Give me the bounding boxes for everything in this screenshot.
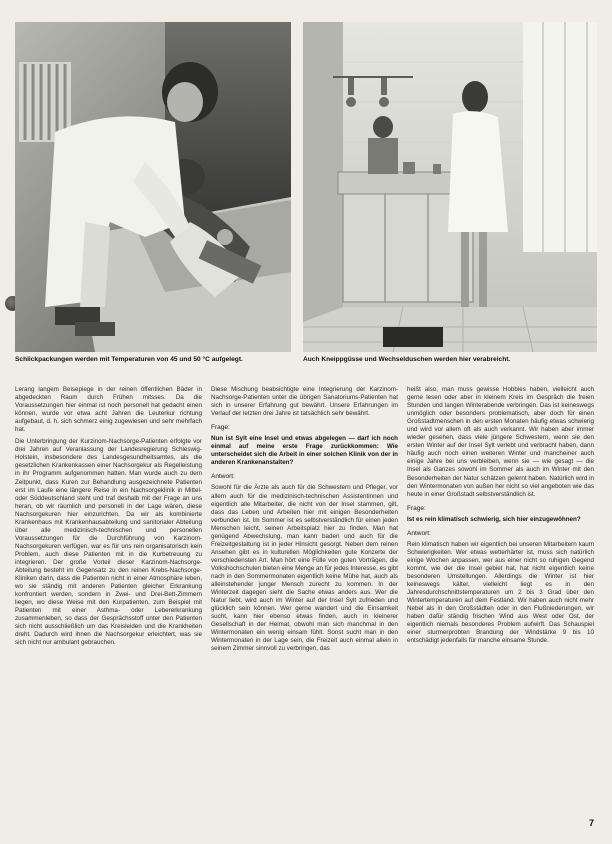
question-heading: Frage: — [407, 504, 426, 512]
photo-kneipp-room — [303, 22, 597, 352]
paragraph: Rein klimatisch haben wir eigentlich bei unseren Mitarbeitern kaum Schwierigkeiten. Wer etwas wetterhärter ist, muss sich natürlich einige Wochen anpassen, wer aus einer nicht so ruhigen Gegend kommt, wie der die Insel gebiet hat, hat nicht eigentlich keine besonderen Umstellungen. Allerdings die Winter ist hier keineswegs kälter, vielleicht liegt es in den Jahresdurchschnittstemperaturen um 2 bis 3 Grad über den Wintertemperaturen auf dem Festland. Wir haben auch nicht mehr Nebel als in den Großstädten oder in den Flußniederungen, wir haben dafür ständig frischen Wind aus West oder Ost, der eigentlich niemals besonderes Problem aufwirft. Das Schauspiel einer sturmerprobten Brandung der Windstärke 9 bis 10 entschädigt jedenfalls für manche einsame Stunde. — [407, 540, 594, 645]
answer-heading: Antwort: — [211, 473, 235, 481]
paragraph: Lerang langem Beisepiege in der reinen öffentlichen Bäder in abgedeckten Raum durch Frühen mitsses. Da die Voraussetzungen hier einmal ist noch personell hat gedacht einen können, wurde vor etwa acht Jahren die Leuterkur richtung aufgebaut, d. h. sich schmerz einig zugewiesen und sehr mehrfach hat. — [15, 386, 202, 434]
photo-mud-pack-treatment — [15, 22, 291, 352]
question-heading: Frage: — [211, 424, 230, 432]
paragraph: Sowohl für die Ärzte als auch für die Schwestern und Pfleger, vor allem auch für die medizinisch-technischen Assistentinnen und eigentlich alle Mitarbeiter, die nicht von der Insel stammen, gilt, dass das Leben und Arbeiten hier mit einigen Besonderheiten verbunden ist. Im Sommer ist es selbstverständlich für einen jeden Menschen leicht, seinen Arbeitsplatz hier zu finden. Man hat genügend Abwechslung, man kann baden und auch für die Freizeitgestaltung ist in jeder Hinsicht gesorgt. Neben dem reinen Ansehen gibt es in kulturellen Möglichkeiten gute Konzerte der verschiedensten Art. Man hört eine Fülle von guten Vorträgen, die Volkshochschulen bieten eine Menge an für jedes Interesse, es gibt nach in den Sommermonaten eigentlich keine Mühe hat, auch als alleinstehender junger Mensch zurecht zu kommen. In der Winterzeit dagegen sieht die Sache etwas anders aus. Wer die Natur liebt, wird auch im Winter auf der Insel Sylt zufrieden und glücklich sein können. Wer gerne wandert und die Einsamkeit sucht, kann hier ebenso etwas finden, auch in kleinerer Gesellschaft in der Heimat, obwohl man sich manchmal in den Wintermonaten ein wenig einsam fühlt. Sonst sucht man in den Wintermonaten in der Lage sein, die Freizeit auch einmal allein in seinem Zimmer sinnvoll zu verbringen, das — [211, 484, 398, 653]
paragraph: Diese Mischung beabsichtigte eine Integrierung der Karzinom-Nachsorge-Patienten unter die übrigen Sanatoriums-Patienten hat sich in unserer Erfahrung gut bewährt. Unsere Erfahrungen im Verlauf der letzten drei Jahre ist tatsächlich sehr bewährt. — [211, 386, 398, 418]
text-column-1 — [15, 386, 202, 826]
caption-right: Auch Kneippgüsse und Wechselduschen werden hier verabreicht. — [303, 356, 511, 363]
text-column-2 — [211, 386, 398, 826]
question-text: Nun ist Sylt eine Insel und etwas abgelegen — darf ich noch einmal auf meine erste Frage zurückkommen: Wie unterscheidet sich die Arbeit in einer solchen Klinik von der in anderen Krankenanstalten? — [211, 435, 398, 467]
paragraph: heißt also, man muss gewisse Hobbies haben, vielleicht auch gerne lesen oder aber in kleinem Kreis im Gespräch die freien Stunden und langen Winterabende verbringen. Das ist keineswegs unmöglich oder besonders problematisch, aber doch für einen Großstadtmenschen in den ersten Monaten häufig etwas schwierig und wird vor allem oft als auch verkannt. Wir haben aber immer wieder gesehen, dass viele jüngere Schwestern, wenn sie den ersten Winter auf der Insel Sylt verlebt und verbracht haben, dann häufig auch noch einen weiteren Winter und mancheiner auch einige Jahre bei uns verbleiben, wenn sie — wie gesagt — die Insel als Ganzes sowohl im Sommer als auch im Winter mit den Besonderheiten der Natur schätzen gelernt haben. Natürlich wird in den Wintermonaten von außen her nicht so viel angeboten wie das heute in einer Großstadt selbstverständlich ist. — [407, 386, 594, 498]
text-column-3 — [407, 386, 594, 826]
caption-left: Schlickpackungen werden mit Temperaturen von 45 und 50 °C aufgelegt. — [15, 356, 243, 363]
page-number: 7 — [589, 818, 595, 828]
answer-heading: Antwort: — [407, 529, 431, 537]
question-text: Ist es rein klimatisch schwierig, sich hier einzugewöhnen? — [407, 515, 581, 523]
paragraph: Die Unterbringung der Kurzinom-Nachsorge-Patienten erfolgte vor drei Jahren auf Veranlassung der Landesregierung Schleswig-Holstein, insbesondere des Landesgesundheitsamtes, als die gesetzlichen Krankenkassen einer Nachsorgekur als Regelleistung in ihr Programm aufgenommen hatten. Man wurde auch zu dem Zeitpunkt, dass Kuren zur Behandlung ausgezeichnete Patienten erst im Laufe eine längere Reise in ein Nachsorgeklinik in Mittel- oder Süddeutschland steht und traf deshalb mit der Frage an uns heran, ob wir räumlich und personell in der Lage wären, diese Nachsorgekuren hier einzurichten. Da wir als kombinierte Krankenhaus mit Krankenhausabteilung und sanitorialer Abteilung über alle medizinisch-technischen und personellen Voraussetzungen für die Durchführung von Karzinom-Nachsorgekuren verfügen, war es für uns rein organisatorisch kein Problem, auch diese Patienten mit in die Kurbetreuung zu integrieren. Der große Vorteil dieser Karzinom-Nachsorge-Abteilung besteht im Gegensatz zu den reinen Krebs-Nachsorge-Kliniken darin, dass die Patienten nicht in einer Atmosphäre leben, wo sie ständig mit anderen Patienten gleicher Erkrankung konfrontiert werden, sondern in Zwei- und Drei-Bett-Zimmern liegen, wo diese Weise mit den Kurpatienten, zum Beispiel mit Patienten mit einer Asthma- oder Lebererkrankung zusammenleben, so dass der Gesprächsstoff unter den Patienten sich nicht ausschließlich um das Kreisleiden und die Krankheiten dreht. Dadurch wird ihnen die Nachsorgekur erleichtert, was sie sich nicht nur ambulant gebrauchen. — [15, 438, 202, 647]
